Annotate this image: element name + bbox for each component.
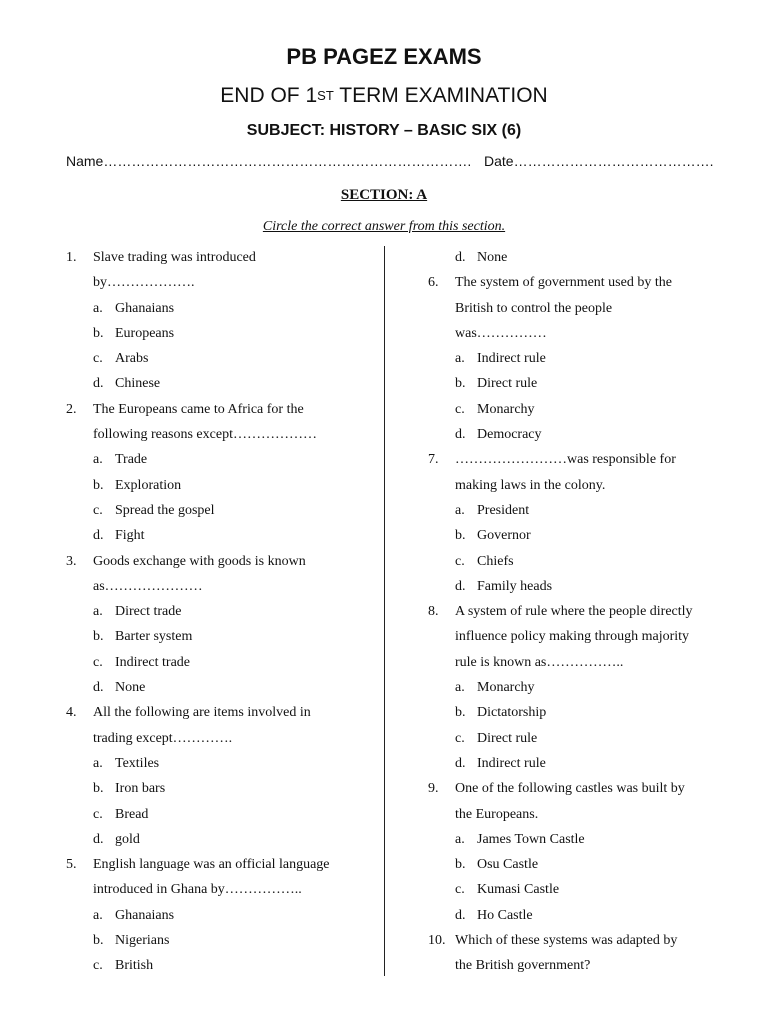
answer-option[interactable] <box>428 526 728 551</box>
question-text: following reasons except……………… <box>93 427 317 443</box>
question-number: 1. <box>66 250 77 265</box>
question-line <box>66 552 366 577</box>
option-letter: b. <box>93 325 104 341</box>
question-number: 6. <box>428 275 439 291</box>
question-continuation <box>66 273 366 298</box>
subject-line: SUBJECT: HISTORY – BASIC SIX (6) <box>246 122 522 139</box>
answer-option[interactable] <box>428 577 728 602</box>
option-letter: b. <box>455 705 466 721</box>
answer-option[interactable] <box>428 349 728 374</box>
option-letter: a. <box>455 351 465 367</box>
exam-title-superscript: ST <box>317 88 334 103</box>
option-text: Europeans <box>115 325 175 341</box>
answer-option[interactable] <box>428 754 728 779</box>
question-continuation <box>66 729 366 754</box>
question-text: The Europeans came to Africa for the <box>93 401 304 417</box>
option-text: President <box>477 502 530 518</box>
date-field: Date……………………………………. <box>484 153 714 169</box>
question-number: 3. <box>66 553 77 569</box>
answer-option[interactable] <box>428 248 728 273</box>
option-text: Ghanaians <box>115 300 175 316</box>
option-letter: d. <box>93 831 104 847</box>
answer-option[interactable] <box>428 678 728 703</box>
question-text: All the following are items involved in <box>93 705 311 721</box>
option-text: Iron bars <box>115 781 166 797</box>
answer-option[interactable] <box>66 501 366 526</box>
answer-option[interactable] <box>66 627 366 652</box>
question-continuation <box>428 299 728 324</box>
option-letter: d. <box>455 250 466 265</box>
option-text: Dictatorship <box>477 705 547 721</box>
option-letter: b. <box>455 376 466 392</box>
option-text: Governor <box>477 528 531 544</box>
option-letter: a. <box>455 831 465 847</box>
question-text: The system of government used by the <box>455 275 672 291</box>
option-text: None <box>477 250 508 265</box>
option-letter: c. <box>455 401 465 417</box>
exam-title-prefix: END OF 1 <box>220 84 318 107</box>
option-letter: c. <box>93 654 103 670</box>
option-text: Nigerians <box>115 933 170 949</box>
question-line <box>66 248 366 273</box>
answer-option[interactable] <box>428 855 728 880</box>
answer-option[interactable] <box>66 678 366 703</box>
answer-option[interactable] <box>66 476 366 501</box>
answer-option[interactable] <box>428 552 728 577</box>
question-line <box>66 703 366 728</box>
question-line <box>428 450 728 475</box>
question-number: 9. <box>428 781 439 797</box>
answer-option[interactable] <box>66 830 366 855</box>
option-letter: a. <box>93 907 103 923</box>
question-continuation <box>428 476 728 501</box>
option-letter: c. <box>93 351 103 367</box>
option-letter: b. <box>455 528 466 544</box>
question-continuation <box>66 425 366 450</box>
question-text: One of the following castles was built by <box>455 781 685 797</box>
option-text: Fight <box>115 528 145 544</box>
option-text: Indirect trade <box>115 654 191 670</box>
question-text: was…………… <box>455 325 547 341</box>
question-text: A system of rule where the people directly <box>455 604 693 620</box>
option-text: Osu Castle <box>477 857 539 873</box>
answer-option[interactable] <box>66 931 366 956</box>
question-continuation <box>66 577 366 602</box>
question-line <box>428 273 728 298</box>
answer-option[interactable] <box>66 956 366 981</box>
question-continuation <box>428 653 728 678</box>
option-text: Textiles <box>115 755 160 771</box>
question-text: British to control the people <box>455 300 613 316</box>
question-line <box>66 400 366 425</box>
option-letter: b. <box>455 857 466 873</box>
column-divider <box>384 246 385 976</box>
option-letter: c. <box>455 882 465 898</box>
question-text: trading except…………. <box>93 730 233 746</box>
option-text: Monarchy <box>477 680 535 696</box>
answer-option[interactable] <box>66 653 366 678</box>
question-continuation <box>428 956 728 981</box>
question-line <box>428 779 728 804</box>
option-text: Chiefs <box>477 553 514 569</box>
option-letter: d. <box>455 427 466 443</box>
option-text: James Town Castle <box>477 831 585 847</box>
question-text: influence policy making through majority <box>455 629 690 645</box>
question-text: introduced in Ghana by…………….. <box>93 882 302 898</box>
option-text: Spread the gospel <box>115 502 215 518</box>
option-text: Family heads <box>477 578 553 594</box>
exam-title <box>0 84 768 108</box>
option-text: Chinese <box>115 376 161 392</box>
option-text: Trade <box>115 452 148 468</box>
question-line <box>66 855 366 880</box>
question-continuation <box>66 880 366 905</box>
option-text: Bread <box>115 806 149 822</box>
answer-option[interactable] <box>66 906 366 931</box>
answer-option[interactable] <box>66 299 366 324</box>
option-letter: d. <box>93 680 104 696</box>
question-text: ……………………was responsible for <box>455 452 676 468</box>
answer-option[interactable] <box>66 602 366 627</box>
question-continuation <box>428 627 728 652</box>
option-letter: c. <box>455 553 465 569</box>
option-letter: c. <box>455 730 465 746</box>
option-text: Direct rule <box>477 376 538 392</box>
option-letter: b. <box>93 477 104 493</box>
option-text: Democracy <box>477 427 542 443</box>
answer-option[interactable] <box>428 906 728 931</box>
option-letter: a. <box>93 604 103 620</box>
question-text: the British government? <box>455 958 591 974</box>
question-text: Goods exchange with goods is known <box>93 553 306 569</box>
option-letter: c. <box>93 806 103 822</box>
question-number: 5. <box>66 857 77 873</box>
left-question-column <box>66 248 366 982</box>
section-title: SECTION: A <box>340 187 428 203</box>
question-text: making laws in the colony. <box>455 477 606 493</box>
answer-option[interactable] <box>66 805 366 830</box>
question-text: Which of these systems was adapted by <box>455 933 678 949</box>
option-text: Direct rule <box>477 730 538 746</box>
question-text: English language was an official language <box>93 857 330 873</box>
option-letter: a. <box>93 755 103 771</box>
question-number: 4. <box>66 705 77 721</box>
answer-option[interactable] <box>66 324 366 349</box>
option-text: Arabs <box>115 351 149 367</box>
answer-option[interactable] <box>428 703 728 728</box>
option-letter: b. <box>93 933 104 949</box>
question-number: 10. <box>428 933 446 949</box>
question-text: rule is known as…………….. <box>455 654 624 670</box>
option-letter: b. <box>93 781 104 797</box>
question-number: 7. <box>428 452 439 468</box>
answer-option[interactable] <box>66 526 366 551</box>
option-letter: a. <box>93 452 103 468</box>
answer-option[interactable] <box>428 880 728 905</box>
question-continuation <box>428 805 728 830</box>
option-letter: a. <box>93 300 103 316</box>
option-text: Monarchy <box>477 401 535 417</box>
answer-option[interactable] <box>428 374 728 399</box>
option-letter: d. <box>455 755 466 771</box>
option-text: Ho Castle <box>477 907 533 923</box>
answer-option[interactable] <box>66 349 366 374</box>
question-number: 2. <box>66 401 77 417</box>
question-line <box>428 931 728 956</box>
question-line <box>428 602 728 627</box>
answer-option[interactable] <box>66 374 366 399</box>
option-text: Ghanaians <box>115 907 175 923</box>
answer-option[interactable] <box>428 729 728 754</box>
answer-option[interactable] <box>66 450 366 475</box>
option-letter: d. <box>93 528 104 544</box>
question-text: as………………… <box>93 578 203 594</box>
option-text: Direct trade <box>115 604 182 620</box>
answer-option[interactable] <box>428 400 728 425</box>
option-text: gold <box>115 831 140 847</box>
name-field: Name……………………………………………………………………. <box>66 153 472 169</box>
option-letter: d. <box>455 907 466 923</box>
question-number: 8. <box>428 604 439 620</box>
option-letter: c. <box>93 958 103 974</box>
option-text: Indirect rule <box>477 755 546 771</box>
answer-option[interactable] <box>428 830 728 855</box>
option-text: Exploration <box>115 477 182 493</box>
option-text: None <box>115 680 146 696</box>
answer-option[interactable] <box>428 425 728 450</box>
question-text: by………………. <box>93 275 195 291</box>
option-text: Barter system <box>115 629 193 645</box>
answer-option[interactable] <box>66 754 366 779</box>
school-title: PB PAGEZ EXAMS <box>286 44 482 69</box>
section-instruction: Circle the correct answer from this section. <box>262 219 506 234</box>
option-text: Kumasi Castle <box>477 882 560 898</box>
question-text: Slave trading was introduced <box>93 250 256 265</box>
option-text: British <box>115 958 154 974</box>
option-text: Indirect rule <box>477 351 546 367</box>
option-letter: c. <box>93 502 103 518</box>
right-question-column <box>428 248 728 982</box>
option-letter: a. <box>455 680 465 696</box>
answer-option[interactable] <box>428 501 728 526</box>
exam-title-suffix: TERM EXAMINATION <box>333 84 548 107</box>
option-letter: b. <box>93 629 104 645</box>
question-continuation <box>428 324 728 349</box>
option-letter: d. <box>93 376 104 392</box>
name-date-row <box>66 153 746 169</box>
question-text: the Europeans. <box>455 806 539 822</box>
option-letter: d. <box>455 578 466 594</box>
answer-option[interactable] <box>66 779 366 804</box>
option-letter: a. <box>455 502 465 518</box>
